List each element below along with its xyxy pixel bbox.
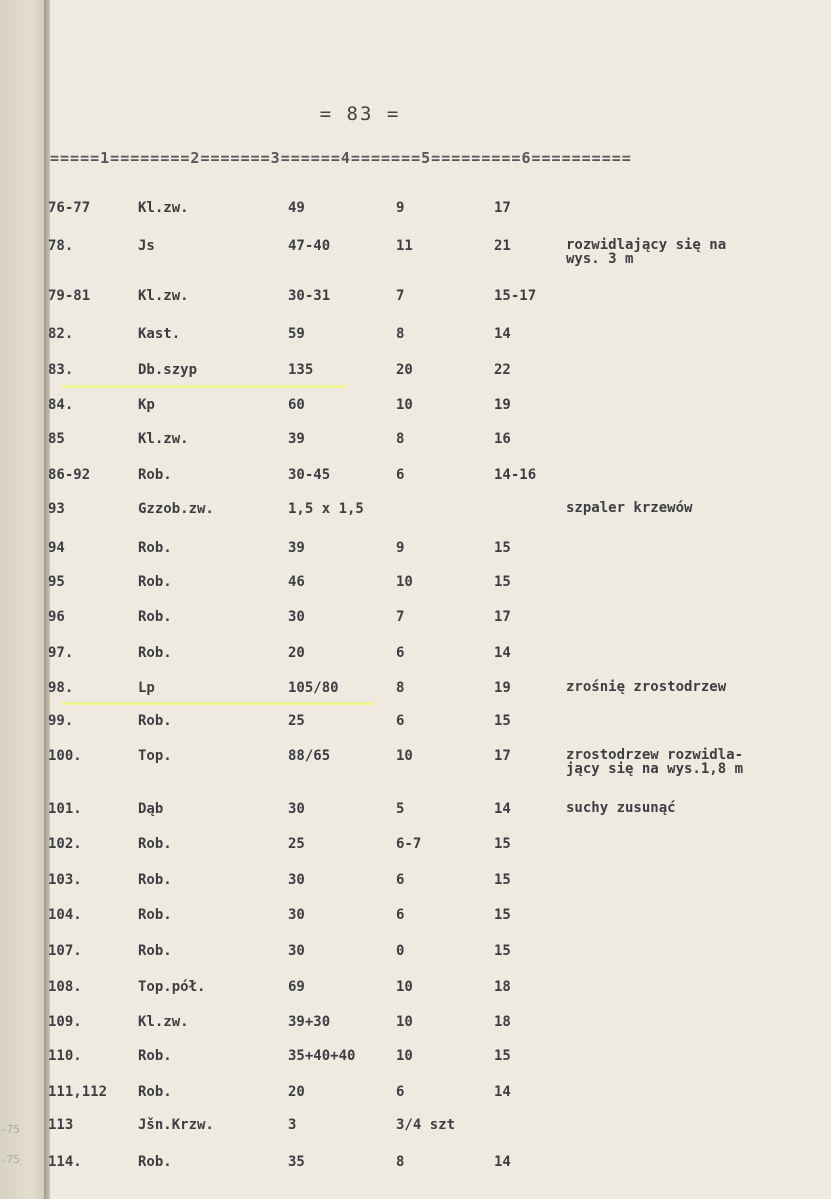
trunk-measure: 49 [288,200,305,216]
species-code: Rob. [138,467,172,483]
species-code: Rob. [138,872,172,888]
trunk-measure: 30 [288,943,305,959]
trunk-measure: 35 [288,1154,305,1170]
trunk-measure: 30 [288,609,305,625]
height-value: 6 [396,1084,405,1100]
species-code: Rob. [138,574,172,590]
page-number: = 83 = [319,103,401,125]
height-value: 6-7 [396,836,422,852]
height-value: 6 [396,907,405,923]
crown-value: 14 [494,1154,511,1170]
trunk-measure: 39 [288,431,305,447]
species-code: Rob. [138,609,172,625]
trunk-measure: 30 [288,872,305,888]
trunk-measure: 1,5 x 1,5 [288,501,364,517]
species-code: Rob. [138,836,172,852]
trunk-measure: 30-31 [288,288,331,304]
row-number: 100. [48,748,82,764]
row-number: 85 [48,431,65,447]
row-number: 94 [48,540,65,556]
remark: rozwidlający się na wys. 3 m [566,237,727,267]
highlight-mark-row-83 [62,385,346,388]
left-page-strip [0,0,46,1199]
species-code: Kl.zw. [138,200,189,216]
trunk-measure: 46 [288,574,305,590]
height-value: 10 [396,748,413,764]
crown-value: 14 [494,1084,511,1100]
height-value: 7 [396,609,405,625]
height-value: 10 [396,1014,413,1030]
trunk-measure: 39 [288,540,305,556]
trunk-measure: 60 [288,397,305,413]
crown-value: 15 [494,872,511,888]
crown-value: 19 [494,397,511,413]
row-number: 108. [48,979,82,995]
remark: zrośnię zrostodrzew [566,679,727,695]
height-value: 8 [396,680,405,696]
trunk-measure: 25 [288,713,305,729]
height-value: 8 [396,431,405,447]
trunk-measure: 135 [288,362,314,378]
trunk-measure: 69 [288,979,305,995]
row-number: 83. [48,362,74,378]
crown-value: 14 [494,645,511,661]
crown-value: 22 [494,362,511,378]
species-code: Rob. [138,645,172,661]
row-number: 96 [48,609,65,625]
trunk-measure: 39+30 [288,1014,331,1030]
row-number: 82. [48,326,74,342]
trunk-measure: 88/65 [288,748,331,764]
crown-value: 15 [494,1048,511,1064]
height-value: 9 [396,200,405,216]
margin-mark: -75 [0,1123,20,1136]
row-number: 98. [48,680,74,696]
trunk-measure: 59 [288,326,305,342]
height-value: 11 [396,238,413,254]
height-value: 3/4 szt [396,1117,456,1133]
highlight-mark-row-98 [62,702,374,705]
species-code: Rob. [138,713,172,729]
row-number: 86-92 [48,467,91,483]
species-code: Top. [138,748,172,764]
crown-value: 16 [494,431,511,447]
crown-value: 15 [494,943,511,959]
row-number: 97. [48,645,74,661]
row-number: 95 [48,574,65,590]
crown-value: 15 [494,540,511,556]
remark: suchy zusunąć [566,800,676,816]
trunk-measure: 105/80 [288,680,339,696]
species-code: Lp [138,680,155,696]
height-value: 10 [396,397,413,413]
species-code: Kast. [138,326,181,342]
row-number: 79-81 [48,288,91,304]
trunk-measure: 47-40 [288,238,331,254]
trunk-measure: 20 [288,645,305,661]
crown-value: 14 [494,801,511,817]
species-code: Kl.zw. [138,1014,189,1030]
row-number: 99. [48,713,74,729]
crown-value: 14 [494,326,511,342]
row-number: 78. [48,238,74,254]
crown-value: 15 [494,836,511,852]
height-value: 7 [396,288,405,304]
crown-value: 17 [494,609,511,625]
species-code: Kl.zw. [138,431,189,447]
row-number: 109. [48,1014,82,1030]
species-code: Dąb [138,801,164,817]
row-number: 113 [48,1117,74,1133]
species-code: Db.szyp [138,362,198,378]
height-value: 5 [396,801,405,817]
row-number: 107. [48,943,82,959]
height-value: 10 [396,979,413,995]
row-number: 84. [48,397,74,413]
species-code: Js [138,238,155,254]
species-code: Rob. [138,540,172,556]
crown-value: 15-17 [494,288,537,304]
row-number: 93 [48,501,65,517]
crown-value: 15 [494,713,511,729]
crown-value: 17 [494,200,511,216]
species-code: Rob. [138,1154,172,1170]
row-number: 114. [48,1154,82,1170]
row-number: 101. [48,801,82,817]
trunk-measure: 30 [288,801,305,817]
species-code: Rob. [138,1048,172,1064]
row-number: 76-77 [48,200,91,216]
height-value: 8 [396,1154,405,1170]
species-code: Rob. [138,943,172,959]
species-code: Rob. [138,907,172,923]
species-code: Jšn.Krzw. [138,1117,214,1133]
remark: zrostodrzew rozwidla- jący się na wys.1,8 m [566,747,744,777]
row-number: 103. [48,872,82,888]
height-value: 6 [396,645,405,661]
height-value: 6 [396,467,405,483]
height-value: 8 [396,326,405,342]
height-value: 10 [396,574,413,590]
crown-value: 18 [494,979,511,995]
species-code: Gzzob.zw. [138,501,214,517]
crown-value: 15 [494,907,511,923]
margin-mark: -75 [0,1153,20,1166]
trunk-measure: 25 [288,836,305,852]
species-code: Rob. [138,1084,172,1100]
trunk-measure: 30-45 [288,467,331,483]
height-value: 6 [396,713,405,729]
crown-value: 19 [494,680,511,696]
crown-value: 15 [494,574,511,590]
row-number: 102. [48,836,82,852]
row-number: 104. [48,907,82,923]
height-value: 10 [396,1048,413,1064]
crown-value: 18 [494,1014,511,1030]
trunk-measure: 20 [288,1084,305,1100]
crown-value: 21 [494,238,511,254]
row-number: 110. [48,1048,82,1064]
trunk-measure: 35+40+40 [288,1048,356,1064]
crown-value: 14-16 [494,467,537,483]
height-value: 6 [396,872,405,888]
species-code: Top.pół. [138,979,206,995]
row-number: 111,112 [48,1084,108,1100]
column-header-separator: =====1========2=======3======4=======5=========6========== [50,150,632,167]
height-value: 20 [396,362,413,378]
crown-value: 17 [494,748,511,764]
trunk-measure: 3 [288,1117,297,1133]
height-value: 0 [396,943,405,959]
height-value: 9 [396,540,405,556]
species-code: Kp [138,397,155,413]
remark: szpaler krzewów [566,500,693,516]
left-margin-marks [0,1115,20,1175]
species-code: Kl.zw. [138,288,189,304]
trunk-measure: 30 [288,907,305,923]
